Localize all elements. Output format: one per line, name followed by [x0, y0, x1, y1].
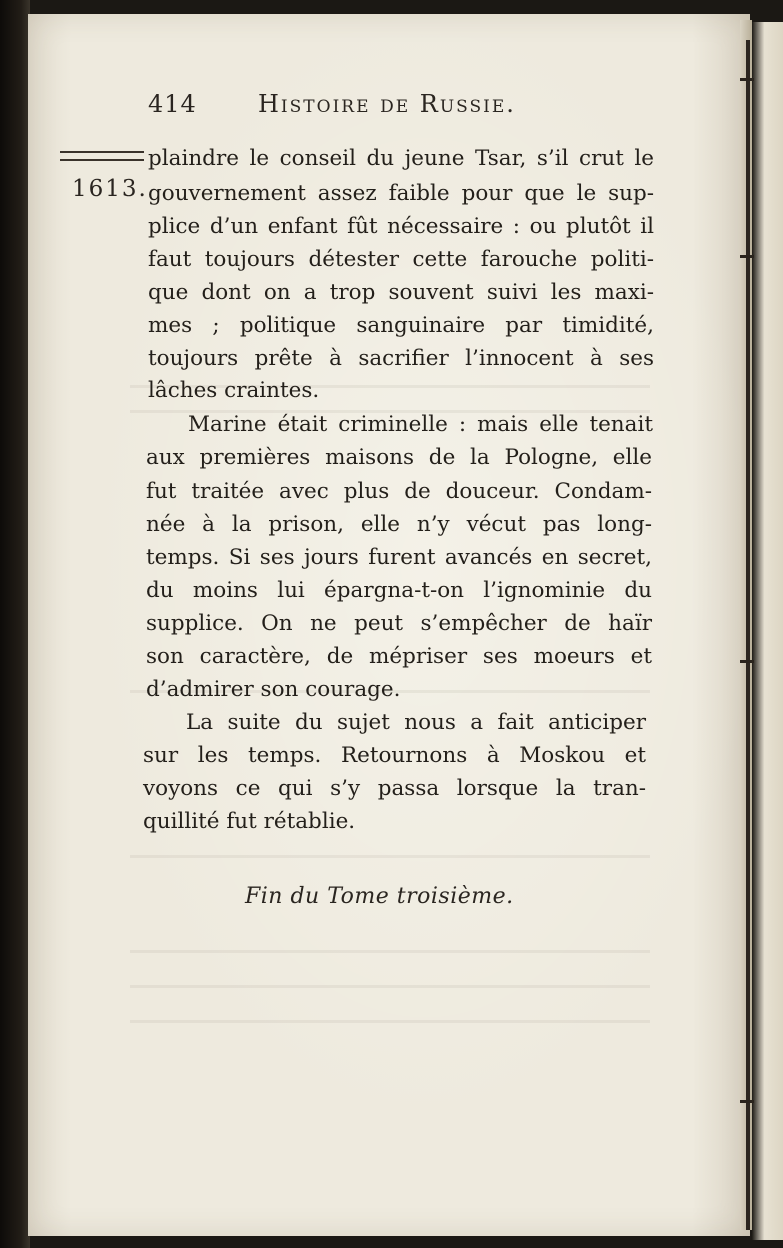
text-line: du moins lui épargna-t-on l’ignominie du — [146, 578, 652, 603]
text-line: temps. Si ses jours furent avancés en secret, — [146, 545, 652, 570]
text-line: mes ; politique sanguinaire par timidité, — [148, 313, 654, 338]
text-line: fut traitée avec plus de douceur. Condam- — [146, 479, 652, 504]
text-line: lâches craintes. — [148, 378, 320, 403]
running-title: Histoire de Russie. — [258, 90, 516, 118]
text-line: sur les temps. Retournons à Moskou et — [143, 743, 646, 768]
margin-year: 1613. — [72, 176, 148, 202]
show-through-text — [130, 985, 650, 988]
margin-rule — [60, 151, 144, 161]
page-number: 414 — [148, 90, 197, 118]
show-through-text — [130, 950, 650, 953]
book-spine-left — [0, 0, 30, 1248]
text-line: plaindre le conseil du jeune Tsar, s’il crut le — [148, 146, 654, 171]
show-through-text — [130, 855, 650, 858]
volume-end-note: Fin du Tome troisième. — [245, 884, 514, 909]
running-header — [148, 90, 568, 124]
binding-knot — [740, 255, 754, 258]
text-line: Marine était criminelle : mais elle tenait — [188, 412, 653, 437]
text-line: voyons ce qui s’y passa lorsque la tran- — [143, 776, 646, 801]
binding-knot — [740, 660, 754, 663]
adjacent-page-edge — [752, 22, 783, 1240]
text-line: quillité fut rétablie. — [143, 809, 356, 834]
text-line: d’admirer son courage. — [146, 677, 401, 702]
binding-thread — [746, 40, 750, 1230]
text-line: née à la prison, elle n’y vécut pas long- — [146, 512, 652, 537]
binding-knot — [740, 78, 754, 81]
text-line: que dont on a trop souvent suivi les maxi- — [148, 280, 654, 305]
text-line: son caractère, de mépriser ses moeurs et — [146, 644, 652, 669]
text-line: faut toujours détester cette farouche politi- — [148, 247, 654, 272]
text-line: gouvernement assez faible pour que le sup- — [148, 181, 654, 206]
text-line: supplice. On ne peut s’empêcher de haïr — [146, 611, 652, 636]
text-line: plice d’un enfant fût nécessaire : ou plutôt il — [148, 214, 654, 239]
show-through-text — [130, 1020, 650, 1023]
text-line: La suite du sujet nous a fait anticiper — [186, 710, 646, 735]
text-line: aux premières maisons de la Pologne, elle — [146, 445, 652, 470]
binding-knot — [740, 1100, 754, 1103]
text-line: toujours prête à sacrifier l’innocent à ses — [148, 346, 654, 371]
